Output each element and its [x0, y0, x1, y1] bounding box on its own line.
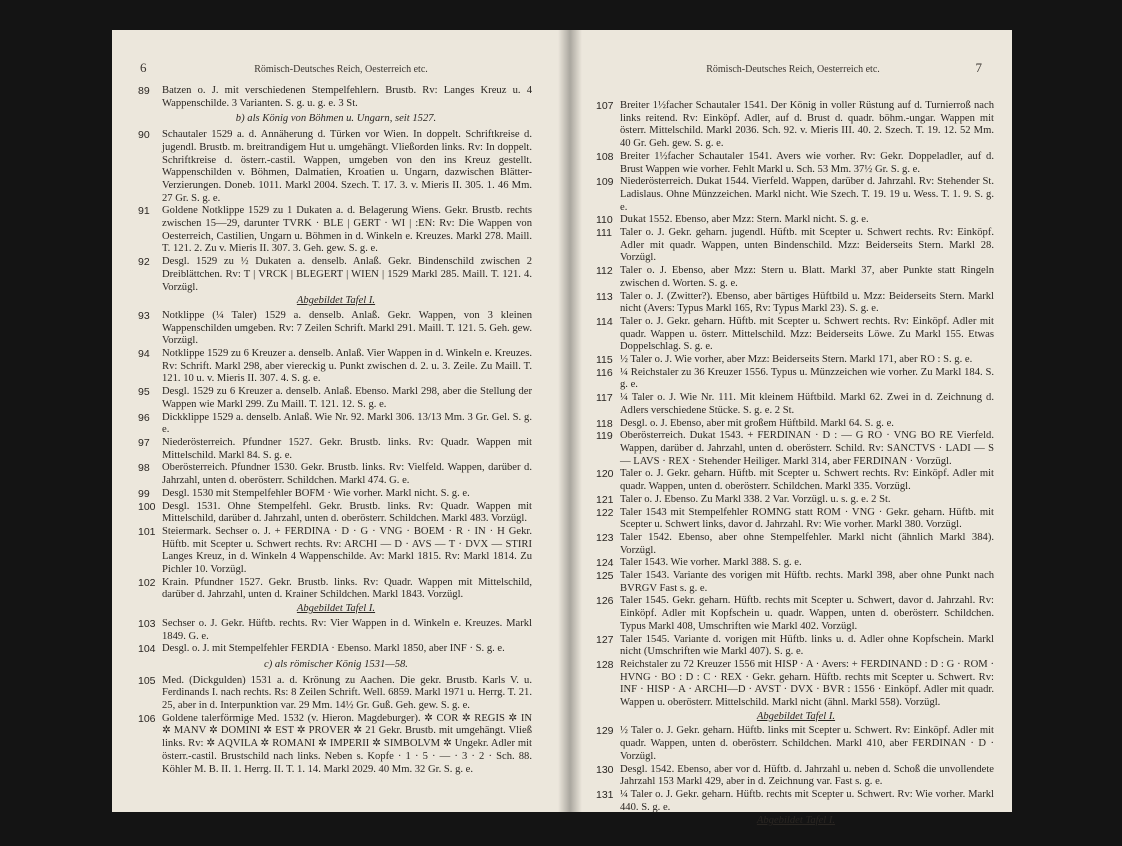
entry-number: 93 — [138, 309, 150, 322]
left-page — [112, 30, 570, 812]
entry-number: 124 — [596, 557, 614, 570]
entry-text: Med. (Dickgulden) 1531 a. d. Krönung zu Aachen. Die gekr. Brustb. Karls V. u. Ferdinands I. nach rechts. Rs: 8 Zeilen Schrift. Well. 6859. Markl 1971 u. Herrg. T. 21. 25, aber in d. Interpunktion var. 29 Mm. 14½ Gr. Guß. Geh. gew. S. g. e. — [162, 674, 532, 712]
entry-number: 123 — [596, 531, 614, 544]
catalog-entry — [140, 462, 532, 487]
entry-number: 121 — [596, 493, 614, 506]
entry-number: 129 — [596, 725, 614, 738]
catalog-entry — [598, 151, 994, 176]
entry-text: Desgl. 1542. Ebenso, aber vor d. Hüftb. d. Jahrzahl u. neben d. Schoß die unvollendete Jahrzahl 153 Markl 429, aber in d. Zeichnung var. Fast s. g. e. — [620, 763, 994, 788]
entry-text: Oberösterreich. Dukat 1543. + FERDINAN · D : — G RO · VNG BO RE Vierfeld. Wappen, darüber d. Jahrzahl, unten d. oberösterr. Schild. Rv: SANCTVS · LADI — S — LAVS · REX · Stehender Heiliger. Markl 314, aber FERDINAN · Vorzügl. — [620, 430, 994, 467]
catalog-entry — [598, 468, 994, 493]
entry-number: 94 — [138, 348, 150, 361]
entry-text: ½ Taler o. J. Wie vorher, aber Mzz: Beiderseits Stern. Markl 171, aber RO : S. g. e. — [620, 354, 973, 366]
catalog-entry — [598, 494, 994, 507]
entry-number: 108 — [596, 150, 614, 163]
catalog-entry — [140, 205, 532, 256]
plate-caption: Abgebildet Tafel I. — [296, 295, 376, 307]
catalog-entry — [598, 291, 994, 316]
entry-text: Taler 1543 mit Stempelfehler ROMNG statt ROM · VNG · Gekr. geharn. Hüftb. mit Scepter u. Schwert links, davor d. Jahrzahl. Rv: Wie vorher. Markl 380. Vorzügl. — [620, 506, 994, 531]
entry-number: 106 — [138, 712, 156, 725]
catalog-entry — [598, 354, 994, 367]
entry-text: Oberösterreich. Pfundner 1530. Gekr. Brustb. links. Rv: Vielfeld. Wappen, darüber d. Jahrzahl, unten d. oberösterr. Schildchen. Markl 474. G. e. — [162, 462, 532, 487]
entry-number: 125 — [596, 570, 614, 583]
entry-number: 110 — [596, 214, 613, 227]
entry-text: Desgl. o. J. mit Stempelfehler FERDIA · Ebenso. Markl 1850, aber INF · S. g. e. — [162, 643, 505, 655]
entry-text: Goldene talerförmige Med. 1532 (v. Hieron. Magdeburger). ✲ COR ✲ REGIS ✲ IN ✲ MANV ✲ DOMINI ✲ EST ✲ PROVER ✲ 21 Gekr. Brustb. mit umgehängt. Vließ links. Rv: ✲ AQVILA ✲ ROMANI ✲ IMPERII ✲ SIMBOLVM ✲ Ungekr. Adler mit österr.-castil. Brustschild nach links. Neben s. Kopfe · 1 · 5 · — · 3 · 2 · Sch. 88. Köhler M. B. II. 1. Herrg. II. T. 1. 14. Markl 2029. 40 Mm. 32 Gr. S. g. e. — [162, 712, 532, 775]
catalog-entry — [140, 386, 532, 411]
page-number: 7 — [975, 60, 982, 75]
catalog-entry — [140, 348, 532, 386]
entry-text: Sechser o. J. Gekr. Hüftb. rechts. Rv: Vier Wappen in d. Winkeln e. Kreuzes. Markl 1849. G. e. — [162, 617, 532, 642]
entry-number: 130 — [596, 763, 614, 776]
catalog-entry — [598, 227, 994, 265]
entry-text: ¼ Taler o. J. Gekr. geharn. Hüftb. rechts mit Scepter u. Schwert. Rv: Wie vorher. Markl 440. S. g. e. — [620, 788, 994, 813]
catalog-entry — [140, 577, 532, 602]
entry-number: 105 — [138, 674, 156, 687]
entry-text: ¼ Taler o. J. Wie Nr. 111. Mit kleinem Hüftbild. Markl 62. Zwei in d. Zeichnung d. Adlers verschiedene Stücke. S. g. e. 2 St. — [620, 392, 994, 416]
entry-number: 99 — [138, 487, 150, 500]
running-header: Römisch-Deutsches Reich, Oesterreich etc. — [254, 64, 428, 75]
entry-text: Desgl. 1530 mit Stempelfehler BOFM · Wie vorher. Markl nicht. S. g. e. — [162, 487, 470, 499]
entry-text: Taler o. J. Gekr. geharn. jugendl. Hüftb. mit Scepter u. Schwert rechts. Rv: Einköpf. Adler mit quadr. Wappen, unten Bindenschild. Mzz: Beiderseits Stern. Markl 28. Vorzügl. — [620, 227, 994, 264]
entry-text: Taler 1542. Ebenso, aber ohne Stempelfehler. Markl nicht (ähnlich Markl 384). Vorzügl. — [620, 531, 994, 556]
catalog-entry — [140, 412, 532, 437]
catalog-entry — [598, 725, 994, 763]
entry-number: 117 — [596, 392, 613, 405]
entry-text: ½ Taler o. J. Gekr. geharn. Hüftb. links mit Scepter u. Schwert. Rv: Einköpf. Adler mit quadr. Wappen, unten d. oberösterr. Schildchen. Markl 410, aber FERDINAN · D · Vorzügl. — [620, 725, 994, 762]
section-heading: c) als römischer König 1531—58. — [264, 658, 408, 670]
left-page-body — [140, 85, 532, 776]
entry-number: 119 — [596, 430, 613, 443]
entry-text: Krain. Pfundner 1527. Gekr. Brustb. links. Rv: Quadr. Wappen mit Mittelschild, darüber d. Jahrzahl, unten d. Krainer Schildchen. Markl 1843. Vorzügl. — [162, 576, 532, 601]
entry-text: Goldene Notklippe 1529 zu 1 Dukaten a. d. Belagerung Wiens. Gekr. Brustb. rechts zwischen 15—29, darunter TVRK · BLE | GERT · WI | :EN: Rv: Die Wappen von Oesterreich, Castilien, Ungarn u. Böhmen in d. Winkeln e. Kreuzes. Markl 278. Maill. T. 121. 2. Zu v. Mieris II. 307. 3. Geh. gew. S. g. e. — [162, 205, 532, 255]
catalog-entry — [140, 129, 532, 205]
entry-number: 98 — [138, 462, 150, 475]
page-number: 6 — [140, 60, 147, 75]
entry-text: Reichstaler zu 72 Kreuzer 1556 mit HISP · A · Avers: + FERDINAND : D : G · ROM · HVNG · BO : D : C · REX · Gekr. geharn. Hüftb. rechts mit Scepter u. Schwert. Rv: INF · HISP · A · ARCHI—D · AVST · DVX · BVR : 1556 · Einköpf. Adler mit quadr. Wappen u. oberösterr. Mittelschild. Markl nicht (ähnl. Markl 558). Vorzügl. — [620, 658, 994, 709]
catalog-entry — [598, 595, 994, 633]
entry-text: Desgl. o. J. Ebenso, aber mit großem Hüftbild. Markl 64. S. g. e. — [620, 417, 894, 429]
catalog-entry — [598, 176, 994, 214]
entry-text: Desgl. 1531. Ohne Stempelfehl. Gekr. Brustb. links. Rv: Quadr. Wappen mit Mittelschild, darüber d. Jahrzahl, unten d. oberösterr. Schildchen. Markl 483. Vorzügl. — [162, 500, 532, 525]
entry-number: 92 — [138, 256, 150, 269]
entry-number: 101 — [138, 525, 156, 538]
entry-number: 127 — [596, 633, 614, 646]
entry-text: Taler 1545. Gekr. geharn. Hüftb. rechts mit Scepter u. Schwert, davor d. Jahrzahl. Rv: Einköpf. Adler mit Kopfschein u. quadr. Wappen, unten d. oberösterr. Schildchen. Typus Markl 408, Umschriften wie Markl 402. Vorzügl. — [620, 595, 994, 632]
entry-number: 100 — [138, 500, 156, 513]
entry-text: Breiter 1½facher Schautaler 1541. Avers wie vorher. Rv: Gekr. Doppeladler, auf d. Brust Wappen wie vorher. Fehlt Markl u. Sch. 53 Mm. 37½ Gr. S. g. e. — [620, 150, 994, 175]
entry-number: 91 — [138, 205, 150, 218]
catalog-entry — [598, 265, 994, 290]
catalog-entry — [140, 501, 532, 526]
entry-text: ¼ Reichstaler zu 36 Kreuzer 1556. Typus u. Münzzeichen wie vorher. Zu Markl 184. S. g. e. — [620, 366, 994, 391]
entry-number: 96 — [138, 411, 150, 424]
book-spread — [112, 30, 1012, 827]
entry-number: 103 — [138, 617, 156, 630]
entry-number: 97 — [138, 436, 150, 449]
entry-text: Taler 1543. Variante des vorigen mit Hüftb. rechts. Markl 398, aber ohne Punkt nach BVRGV Fast s. g. e. — [620, 570, 994, 594]
catalog-entry — [598, 764, 994, 789]
entry-text: Taler o. J. Ebenso. Zu Markl 338. 2 Var. Vorzügl. u. s. g. e. 2 St. — [620, 493, 891, 505]
entry-number: 128 — [596, 658, 614, 671]
catalog-entry — [598, 316, 994, 354]
catalog-entry — [598, 214, 994, 227]
entry-number: 89 — [138, 85, 150, 97]
catalog-entry — [598, 430, 994, 468]
catalog-entry — [140, 713, 532, 777]
entry-number: 116 — [596, 366, 613, 379]
catalog-entry — [598, 507, 994, 532]
catalog-entry — [598, 532, 994, 557]
entry-number: 104 — [138, 643, 156, 656]
catalog-entry — [598, 570, 994, 595]
entry-text: Notklippe 1529 zu 6 Kreuzer a. denselb. Anlaß. Vier Wappen in d. Winkeln e. Kreuzes. Rv: Schrift. Markl 298, aber viereckig u. Punkt zwischen d. 2. u. 3. Zeile. Zu Maill. T. 121. 10 u. v. Mieris II. 307. 4. S. g. e. — [162, 348, 532, 385]
entry-text: Taler o. J. Ebenso, aber Mzz: Stern u. Blatt. Markl 37, aber Punkte statt Ringeln zwischen d. Worten. S. g. e. — [620, 265, 994, 289]
catalog-entry — [140, 437, 532, 462]
catalog-entry — [140, 85, 532, 110]
catalog-entry — [140, 488, 532, 501]
catalog-entry — [598, 557, 994, 570]
catalog-entry — [598, 418, 994, 431]
entry-text: Taler o. J. (Zwitter?). Ebenso, aber bärtiges Hüftbild u. Mzz: Beiderseits Stern. Markl nicht (Avers: Typus Markl 165, Rv: Typus Markl 23). S. g. e. — [620, 290, 994, 315]
entry-text: Desgl. 1529 zu ½ Dukaten a. denselb. Anlaß. Gekr. Bindenschild zwischen 2 Dreiblättchen. Rv: T | VRCK | BLEGERT | WIEN | 1529 Markl 285. Maill. T. 121. 4. Vorzügl. — [162, 256, 532, 293]
entry-text: Niederösterreich. Dukat 1544. Vierfeld. Wappen, darüber d. Jahrzahl. Rv: Stehender St. Ladislaus. Ohne Münzzeichen. Markl nicht. Wie Szech. T. 19. 19 u. Wess. T. 1. 9. S. g. e. — [620, 176, 994, 213]
entry-number: 102 — [138, 576, 156, 589]
entry-number: 126 — [596, 595, 614, 608]
catalog-entry — [598, 367, 994, 392]
catalog-entry — [140, 256, 532, 294]
catalog-entry — [140, 526, 532, 577]
section-heading: b) als König von Böhmen u. Ungarn, seit 1527. — [235, 113, 437, 125]
plate-caption: Abgebildet Tafel I. — [756, 815, 836, 827]
entry-number: 107 — [596, 100, 614, 112]
entry-number: 111 — [596, 227, 612, 240]
catalog-entry — [140, 310, 532, 348]
catalog-entry — [140, 618, 532, 643]
entry-text: Taler o. J. Gekr. geharn. Hüftb. mit Scepter u. Schwert rechts. Rv: Einköpf. Adler mit quadr. Wappen, unten d. oberösterr. Schildchen. Markl 335. Vorzügl. — [620, 468, 994, 493]
entry-number: 115 — [596, 354, 613, 367]
entry-number: 118 — [596, 417, 613, 430]
entry-text: Taler 1545. Variante d. vorigen mit Hüftb. links u. d. Adler ohne Kopfschein. Markl nicht (Umschriften wie Markl 407). S. g. e. — [620, 633, 994, 658]
entry-number: 112 — [596, 265, 613, 278]
plate-caption: Abgebildet Tafel I. — [756, 710, 836, 722]
entry-text: Taler 1543. Wie vorher. Markl 388. S. g. e. — [620, 557, 802, 569]
page-header — [140, 60, 542, 77]
right-page-body — [598, 100, 994, 830]
entry-text: Steiermark. Sechser o. J. + FERDINA · D · G · VNG · BOEM · R · IN · H Gekr. Hüftb. mit Scepter u. Schwert rechts. Rv: ARCHI — D · AVS — T · DVX — STIRI Langes Kreuz, in d. Winkeln 4 Wappenschilde. Av: Markl 1815. Rv: Markl 1814. Zu Pichler 10. Vorzügl. — [162, 525, 532, 576]
entry-number: 122 — [596, 506, 614, 519]
entry-number: 131 — [596, 788, 614, 801]
entry-text: Taler o. J. Gekr. geharn. Hüftb. mit Scepter u. Schwert rechts. Rv: Einköpf. Adler mit quadr. Wappen u. österr. Mittelschild. Mzz: Beiderseits Löwe. Zu Markl 155. Etwas Doppelschlag. S. g. e. — [620, 315, 994, 353]
right-page — [570, 30, 1012, 827]
catalog-entry — [598, 392, 994, 417]
entry-number: 114 — [596, 315, 613, 328]
entry-number: 90 — [138, 129, 150, 142]
entry-text: Notklippe (¼ Taler) 1529 a. denselb. Anlaß. Gekr. Wappen, von 3 kleinen Wappenschilden umgeben. Rv: 7 Zeilen Schrift. Markl 291. Maill. T. 121. 5. Geh. gew. Vorzügl. — [162, 309, 532, 347]
catalog-entry — [140, 643, 532, 656]
catalog-entry — [140, 675, 532, 713]
entry-text: Niederösterreich. Pfundner 1527. Gekr. Brustb. links. Rv: Quadr. Wappen mit Mittelschild. Markl 84. S. g. e. — [162, 436, 532, 461]
catalog-entry — [598, 100, 994, 151]
entry-text: Dukat 1552. Ebenso, aber Mzz: Stern. Markl nicht. S. g. e. — [620, 214, 869, 226]
entry-text: Breiter 1½facher Schautaler 1541. Der König in voller Rüstung auf d. Turnierroß nach links reitend. Rv: Einköpf. Adler, auf d. Brust d. quadr. böhm.-ungar. Wappen mit österr. Mittelschild. Markl 2036. Sch. 92. v. Mieris III. 40. 2. Szech. T. 19. 12. 52 Mm. 40 Gr. Geh. gew. S. g. e. — [620, 100, 994, 150]
entry-number: 109 — [596, 176, 614, 189]
entry-text: Batzen o. J. mit verschiedenen Stempelfehlern. Brustb. Rv: Langes Kreuz u. 4 Wappenschilde. 3 Varianten. S. g. u. g. e. 3 St. — [162, 85, 532, 109]
page-header — [604, 60, 982, 77]
catalog-entry — [598, 789, 994, 814]
entry-text: Schautaler 1529 a. d. Annäherung d. Türken vor Wien. In doppelt. Schriftkreise d. jugendl. Brustb. m. breitrandigem Hut u. umgehängt. Vließorden links. Rv: In doppelt. Schriftkreise d. österr.-castil. Wappen, umgeben von den ins Kreuz gestellt. Wappenschilden v. Böhmen, Dalmatien, Kroatien u. Ungarn, dazwischen Blätter-Verzierungen. Doneb. 1011. Markl 2004. Szech. T. 17. 3. v. Mieris II. 305. 1. 46 Mm. 27 Gr. S. g. e. — [162, 129, 532, 204]
running-header: Römisch-Deutsches Reich, Oesterreich etc. — [706, 64, 880, 75]
catalog-entry — [598, 659, 994, 710]
entry-text: Desgl. 1529 zu 6 Kreuzer a. denselb. Anlaß. Ebenso. Markl 298, aber die Stellung der Wappen wie Markl 299. Zu Maill. T. 121. 12. S. g. e. — [162, 386, 532, 410]
entry-number: 95 — [138, 386, 150, 399]
plate-caption: Abgebildet Tafel I. — [296, 603, 376, 615]
entry-number: 120 — [596, 468, 614, 481]
entry-text: Dickklippe 1529 a. denselb. Anlaß. Wie Nr. 92. Markl 306. 13/13 Mm. 3 Gr. Gel. S. g. e. — [162, 411, 532, 436]
entry-number: 113 — [596, 290, 613, 303]
catalog-entry — [598, 634, 994, 659]
